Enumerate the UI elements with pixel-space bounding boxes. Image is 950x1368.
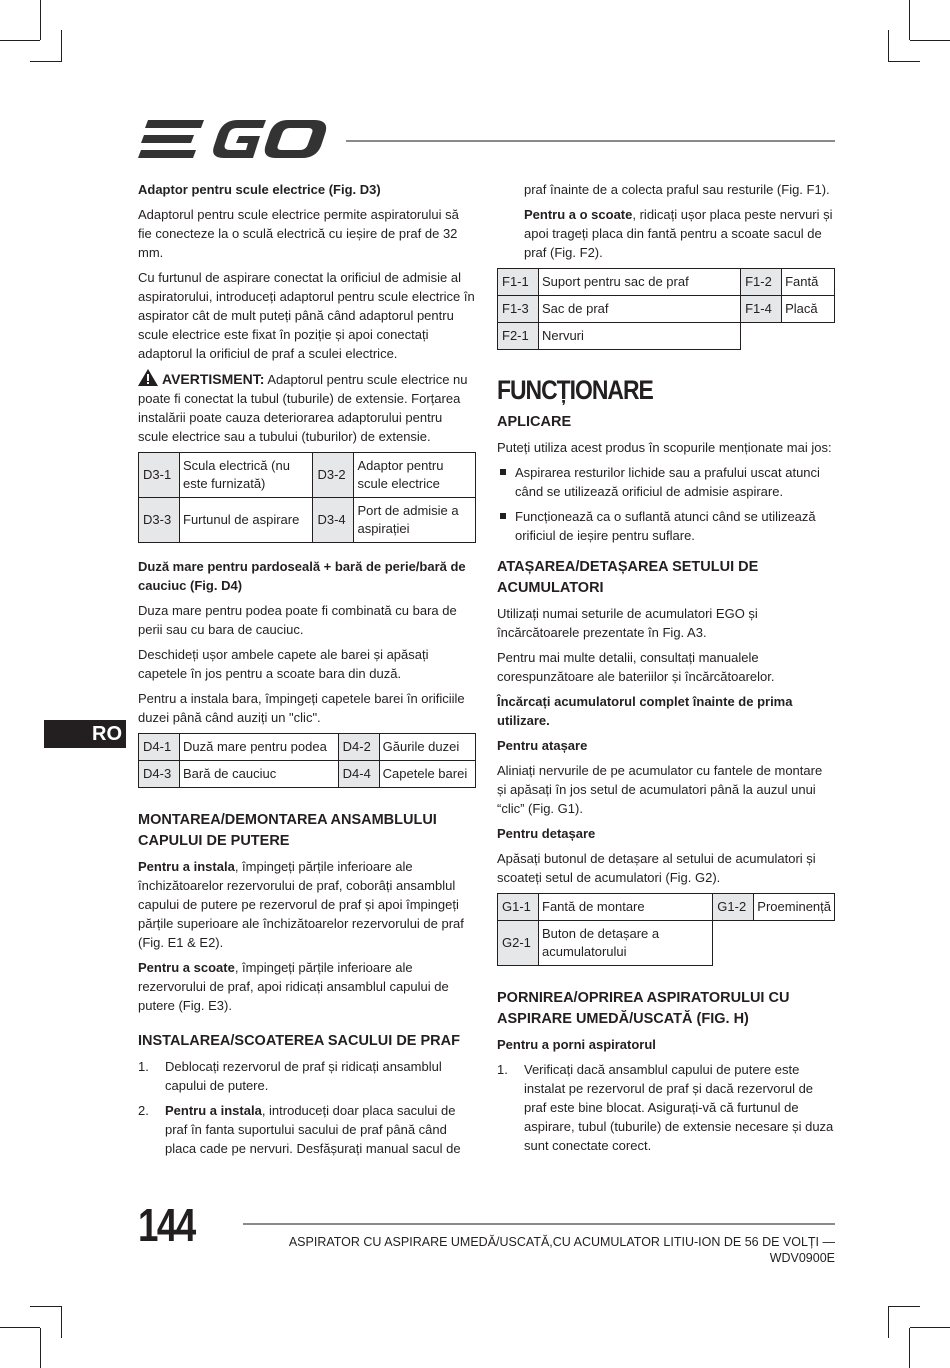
bullet-list	[497, 463, 835, 545]
table-cell-label: Scula electrică (nu este furnizată)	[180, 453, 313, 498]
language-tab: RO	[44, 720, 126, 748]
crop-mark	[910, 40, 950, 41]
footer-rule	[243, 1223, 835, 1225]
list-item	[138, 1101, 476, 1158]
table-cell-empty	[741, 323, 835, 350]
crop-mark	[40, 0, 41, 40]
paragraph: Deschideți ușor ambele capete ale barei și apăsați capetele în jos pentru a scoate bara din duză.	[138, 647, 429, 681]
section-heading-start: PORNIREA/OPRIREA ASPIRATORULUI CU ASPIRARE UMEDĂ/USCATĂ (FIG. H)	[497, 990, 790, 1027]
paragraph: Utilizați numai seturile de acumulatori EGO și încărcătoarele prezentate în Fig. A3.	[497, 606, 758, 640]
paragraph	[138, 857, 476, 952]
table-cell-label: Nervuri	[539, 323, 741, 350]
paragraph: Aliniați nervurile de pe acumulator cu fantele de montare și apăsați în jos setul de acumulatori până la auzul unui “clic” (Fig. G1).	[497, 763, 823, 816]
crop-mark	[888, 30, 889, 62]
table-cell-label: Bară de cauciuc	[180, 761, 339, 788]
parts-table-d4	[138, 733, 476, 788]
table-cell-label: Fantă de montare	[539, 894, 713, 921]
paragraph-text: , ridicați ușor placa peste nervuri și apoi trageți placa din fantă pentru a scoate sacul de praf (Fig. F2).	[524, 207, 833, 260]
crop-mark	[30, 61, 62, 62]
table-cell-code: F1-3	[498, 296, 539, 323]
paragraph	[138, 958, 476, 1015]
crop-mark	[61, 30, 62, 62]
table-cell-label: Duză mare pentru podea	[180, 734, 339, 761]
table-cell-code: D3-4	[313, 498, 354, 543]
left-column	[138, 180, 476, 1164]
parts-table-g	[497, 893, 835, 966]
list-item	[138, 1057, 476, 1095]
section-title-operation: FUNCȚIONARE	[497, 375, 653, 405]
table-cell-code: D3-2	[313, 453, 354, 498]
crop-mark	[0, 40, 40, 41]
crop-mark	[888, 61, 920, 62]
paragraph: Pentru a instala bara, împingeți capetele barei în orificiile duzei până când auziți un "clic".	[138, 691, 465, 725]
table-row	[139, 498, 476, 543]
table-cell-code: F1-4	[741, 296, 782, 323]
bold-lead: Pentru a instala	[138, 859, 235, 874]
table-cell-empty	[713, 921, 835, 966]
table-row	[498, 296, 835, 323]
numbered-list	[138, 1057, 476, 1158]
list-item: Aspirarea resturilor lichide sau a prafului uscat atunci când se utilizează orificiul de admisie aspirare.	[497, 463, 835, 501]
table-row	[139, 453, 476, 498]
table-row	[498, 894, 835, 921]
list-item-text: Deblocați rezervorul de praf și ridicați ansamblul capului de putere.	[165, 1059, 442, 1093]
numbered-list	[497, 1060, 835, 1155]
table-row	[498, 269, 835, 296]
warning-paragraph	[138, 369, 476, 446]
bold-lead: Pentru a o scoate	[524, 207, 633, 222]
warning-text: Adaptorul pentru scule electrice nu poate fi conectat la tubul (tuburile) de extensie. Forțarea instalării poate cauza deteriorarea adaptorului pentru scule electrice sau a tubului (tuburilor) de extensie.	[138, 372, 468, 444]
paragraph-continued: praf înainte de a colecta praful sau resturile (Fig. F1).	[524, 182, 830, 197]
crop-mark	[909, 1328, 910, 1368]
table-cell-label: Suport pentru sac de praf	[539, 269, 741, 296]
paragraph: Puteți utiliza acest produs în scopurile menționate mai jos:	[497, 440, 832, 455]
table-cell-label: Placă	[782, 296, 835, 323]
warning-triangle-icon	[138, 369, 158, 386]
table-cell-code: F1-1	[498, 269, 539, 296]
crop-mark	[30, 1306, 62, 1307]
crop-mark	[61, 1306, 62, 1338]
paragraph: Adaptorul pentru scule electrice permite aspiratorului să fie conecteze la o sculă electrică cu ieșire de praf de 32 mm.	[138, 207, 459, 260]
paragraph: Pentru mai multe detalii, consultați manualele corespunzătoare ale bateriilor și încărcătoarelor.	[497, 650, 775, 684]
list-number: 1.	[138, 1059, 149, 1074]
list-item: Funcționează ca o suflantă atunci când se utilizează orificiul de ieșire pentru suflare.	[497, 507, 835, 545]
crop-mark	[888, 1306, 920, 1307]
table-row	[498, 323, 835, 350]
table-cell-code: D4-2	[338, 734, 379, 761]
table-cell-label: Adaptor pentru scule electrice	[354, 453, 476, 498]
header-rule	[346, 140, 835, 142]
table-cell-code: G1-1	[498, 894, 539, 921]
table-cell-label: Găurile duzei	[379, 734, 475, 761]
section-heading-battery: ATAȘAREA/DETAȘAREA SETULUI DE ACUMULATORI	[497, 559, 759, 596]
table-cell-label: Fantă	[782, 269, 835, 296]
warning-label: AVERTISMENT:	[162, 371, 265, 387]
table-cell-label: Buton de detașare a acumulatorului	[539, 921, 713, 966]
table-cell-code: G1-2	[713, 894, 754, 921]
crop-mark	[910, 1327, 950, 1328]
table-cell-code: D4-1	[139, 734, 180, 761]
list-item-text: Verificați dacă ansamblul capului de putere este instalat pe rezervorul de praf și dacă rezervorul de praf este bine blocat. Asigurați-vă că furtunul de aspirare, tubul (tuburile) de extensie necesare și duza sunt conectate corect.	[524, 1062, 834, 1153]
table-cell-code: D4-4	[338, 761, 379, 788]
table-cell-code: D4-3	[139, 761, 180, 788]
crop-mark	[40, 1328, 41, 1368]
crop-mark	[888, 1306, 889, 1338]
bold-lead: Pentru a instala	[165, 1103, 262, 1118]
paragraph: Apăsați butonul de detașare al setului de acumulatori și scoateți setul de acumulatori (Fig. G2).	[497, 851, 816, 885]
table-row	[139, 734, 476, 761]
subheading-detach: Pentru detașare	[497, 826, 596, 841]
list-item	[497, 1060, 835, 1155]
right-column	[497, 180, 835, 1161]
footer-title: ASPIRATOR CU ASPIRARE UMEDĂ/USCATĂ,CU ACUMULATOR LITIU-ION DE 56 DE VOLȚI — WDV0900E	[288, 1235, 835, 1265]
table-cell-label: Furtunul de aspirare	[180, 498, 313, 543]
paragraph	[497, 205, 835, 262]
table-cell-label: Sac de praf	[539, 296, 741, 323]
crop-mark	[909, 0, 910, 40]
section-heading-application: APLICARE	[497, 414, 572, 430]
table-cell-code: D3-1	[139, 453, 180, 498]
section-heading-mount: MONTAREA/DEMONTAREA ANSAMBLULUI CAPULUI DE PUTERE	[138, 812, 437, 849]
parts-table-f	[497, 268, 835, 350]
paragraph-text: , împingeți părțile inferioare ale închizătoarelor rezervorului de praf, coborâți ansamblul capului de putere pe rezervorul de praf și apoi împingeți părțile superioare ale închizătoarelor rezervorului de praf (Fig. E1 & E2).	[138, 859, 464, 950]
paragraph-text: , împingeți părțile inferioare ale rezervorului de praf, apoi ridicați ansamblul capului de putere (Fig. E3).	[138, 960, 449, 1013]
table-cell-label: Proeminență	[754, 894, 835, 921]
table-cell-code: F1-2	[741, 269, 782, 296]
table-row	[139, 761, 476, 788]
page-number: 144	[138, 1199, 195, 1251]
paragraph: Duza mare pentru podea poate fi combinată cu bara de perii sau cu bara de cauciuc.	[138, 603, 457, 637]
subheading-attach: Pentru atașare	[497, 738, 588, 753]
list-item-text: , introduceți doar placa sacului de praf în fanta suportului sacului de praf până când placa cade pe nervuri. Desfășurați manual sacul de	[165, 1103, 461, 1156]
list-number: 1.	[497, 1062, 508, 1077]
table-cell-code: G2-1	[498, 921, 539, 966]
paragraph: Cu furtunul de aspirare conectat la orificiul de admisie al aspiratorului, introduceți adaptorul pentru scule electrice în aspirator cât de mult puteți până când adaptorul pentru scule electrice este fixat în poziție și apoi conectați adaptorul la orificiul de praf a sculei electrice.	[138, 270, 475, 361]
section-heading-bag: INSTALAREA/SCOATEREA SACULUI DE PRAF	[138, 1033, 460, 1049]
bold-lead: Pentru a scoate	[138, 960, 235, 975]
table-cell-label: Capetele barei	[379, 761, 475, 788]
section-heading-d3: Adaptor pentru scule electrice (Fig. D3)	[138, 182, 381, 197]
section-heading-d4: Duză mare pentru pardoseală + bară de perie/bară de cauciuc (Fig. D4)	[138, 559, 466, 593]
table-cell-label: Port de admisie a aspirației	[354, 498, 476, 543]
table-cell-code: D3-3	[139, 498, 180, 543]
parts-table-d3	[138, 452, 476, 543]
ego-logo	[138, 118, 328, 162]
list-number: 2.	[138, 1103, 149, 1118]
crop-mark	[0, 1327, 40, 1328]
subheading-start: Pentru a porni aspiratorul	[497, 1037, 656, 1052]
charge-notice: Încărcați acumulatorul complet înainte de prima utilizare.	[497, 694, 793, 728]
table-cell-code: F2-1	[498, 323, 539, 350]
table-row	[498, 921, 835, 966]
